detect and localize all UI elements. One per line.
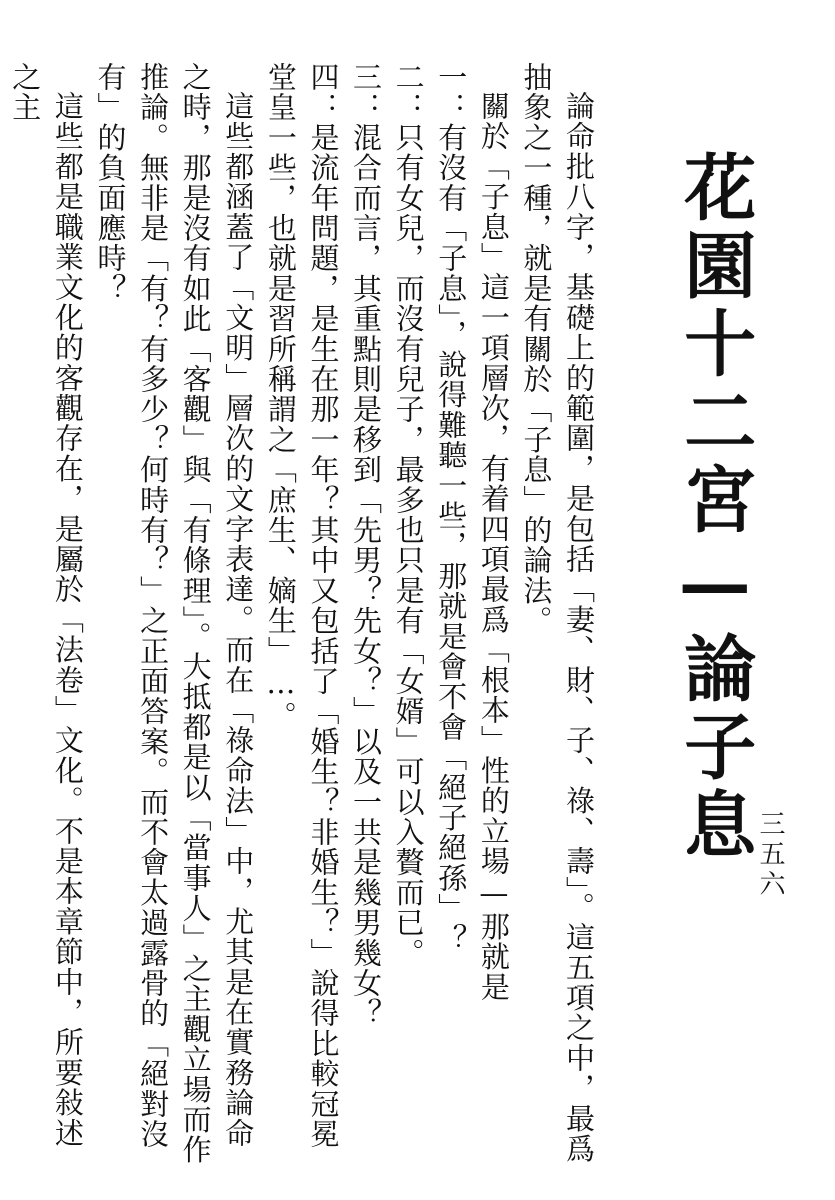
chapter-title: 花園十二宮—論子息 [672,150,758,865]
paragraph: 關於「子息」這一項層次，有着四項最爲「根本」性的立場—那就是 [476,91,511,1002]
list-item: 一：有沒有「子息」，說得難聽一些，那就是會不會「絕子絕孫」？ [434,62,469,954]
paragraph: 這些都涵蓋了「文明」層次的文字表達。而在「祿命法」中，尤其是在實務論命之時，那是沒有如此「客觀」與「有條理」。大抵都是以「當事人」之主觀立場而作推論。無非是「有？有多少？何時有？」之正面答案。而不會太過露骨的「絕對沒有」的負面應時？ [93,62,256,1165]
list-item: 三：混合而言，其重點則是移到「先男？先女？」以及一共是幾男幾女？ [349,62,384,1029]
page-number: 三五六 [755,810,785,900]
paragraph: 論命批八字，基礎上的範圍，是包括「妻、財、子、祿、壽」。這五項之中，最爲抽象之一種，就是有關於「子息」的論法。 [519,62,596,1164]
paragraph: 這些都是職業文化的客觀存在，是屬於「法卷」文化。不是本章節中，所要敍述之主 [8,62,85,1148]
body-text [8,62,600,1172]
list-item: 四：是流年問題，是生在那一年？其中又包括了「婚生？非婚生？」說得比較冠冕堂皇一些，也就是習所稱謂之「庶生、嫡生」…。 [263,62,341,1150]
list-item: 二：只有女兒，而沒有兒子，最多也只是有「女婿」可以入贅而已。 [391,62,426,968]
